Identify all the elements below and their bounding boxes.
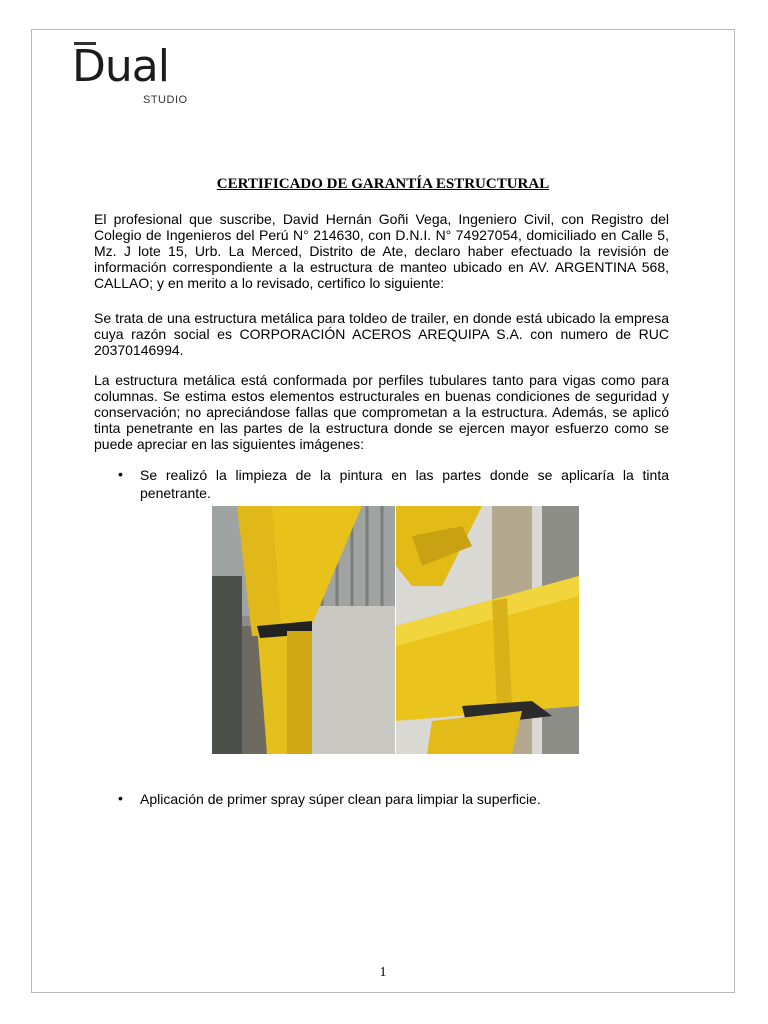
logo-subtitle: STUDIO xyxy=(143,94,188,106)
inspection-photos xyxy=(212,506,579,754)
bullet-glyph: • xyxy=(118,466,123,482)
steel-structure-photo xyxy=(212,506,579,754)
bullet-glyph: • xyxy=(118,790,123,806)
left-photo xyxy=(212,506,395,754)
paragraph-1: El profesional que suscribe, David Hernán Goñi Vega, Ingeniero Civil, con Registro del Colegio de Ingenieros del Perú N° 214630, con D.N.I. N° 74927054, domiciliado en Calle 5, Mz. J lote 15, Urb. La Merced, Distrito de Ate, declaro haber efectuado la revisión de información correspondiente a la estructura de manteo ubicado en AV. ARGENTINA 568, CALLAO; y en merito a lo revisado, certifico lo siguiente: xyxy=(94,211,669,291)
document-page xyxy=(31,29,735,993)
bullet-text-2: Aplicación de primer spray súper clean para limpiar la superficie. xyxy=(140,791,541,807)
logo-word: Dual xyxy=(72,41,169,92)
paragraph-3: La estructura metálica está conformada por perfiles tubulares tanto para vigas como para columnas. Se estima estos elementos estructurales en buenas condiciones de seguridad y conservación; no apreciándose fallas que comprometan a la estructura. Además, se aplicó tinta penetrante en las partes de la estructura donde se ejercen mayor esfuerzo como se puede apreciar en las siguientes imágenes: xyxy=(94,372,669,452)
bullet-text-1: Se realizó la limpieza de la pintura en las partes donde se aplicaría la tinta penetrante. xyxy=(140,467,669,501)
paragraph-2: Se trata de una estructura metálica para toldeo de trailer, en donde está ubicado la empresa cuya razón social es CORPORACIÓN ACEROS AREQUIPA S.A. con numero de RUC 20370146994. xyxy=(94,310,669,358)
page-number: 1 xyxy=(379,965,387,980)
document-title: CERTIFICADO DE GARANTÍA ESTRUCTURAL xyxy=(216,176,550,192)
right-photo xyxy=(396,506,579,754)
dual-studio-logo xyxy=(72,38,202,108)
